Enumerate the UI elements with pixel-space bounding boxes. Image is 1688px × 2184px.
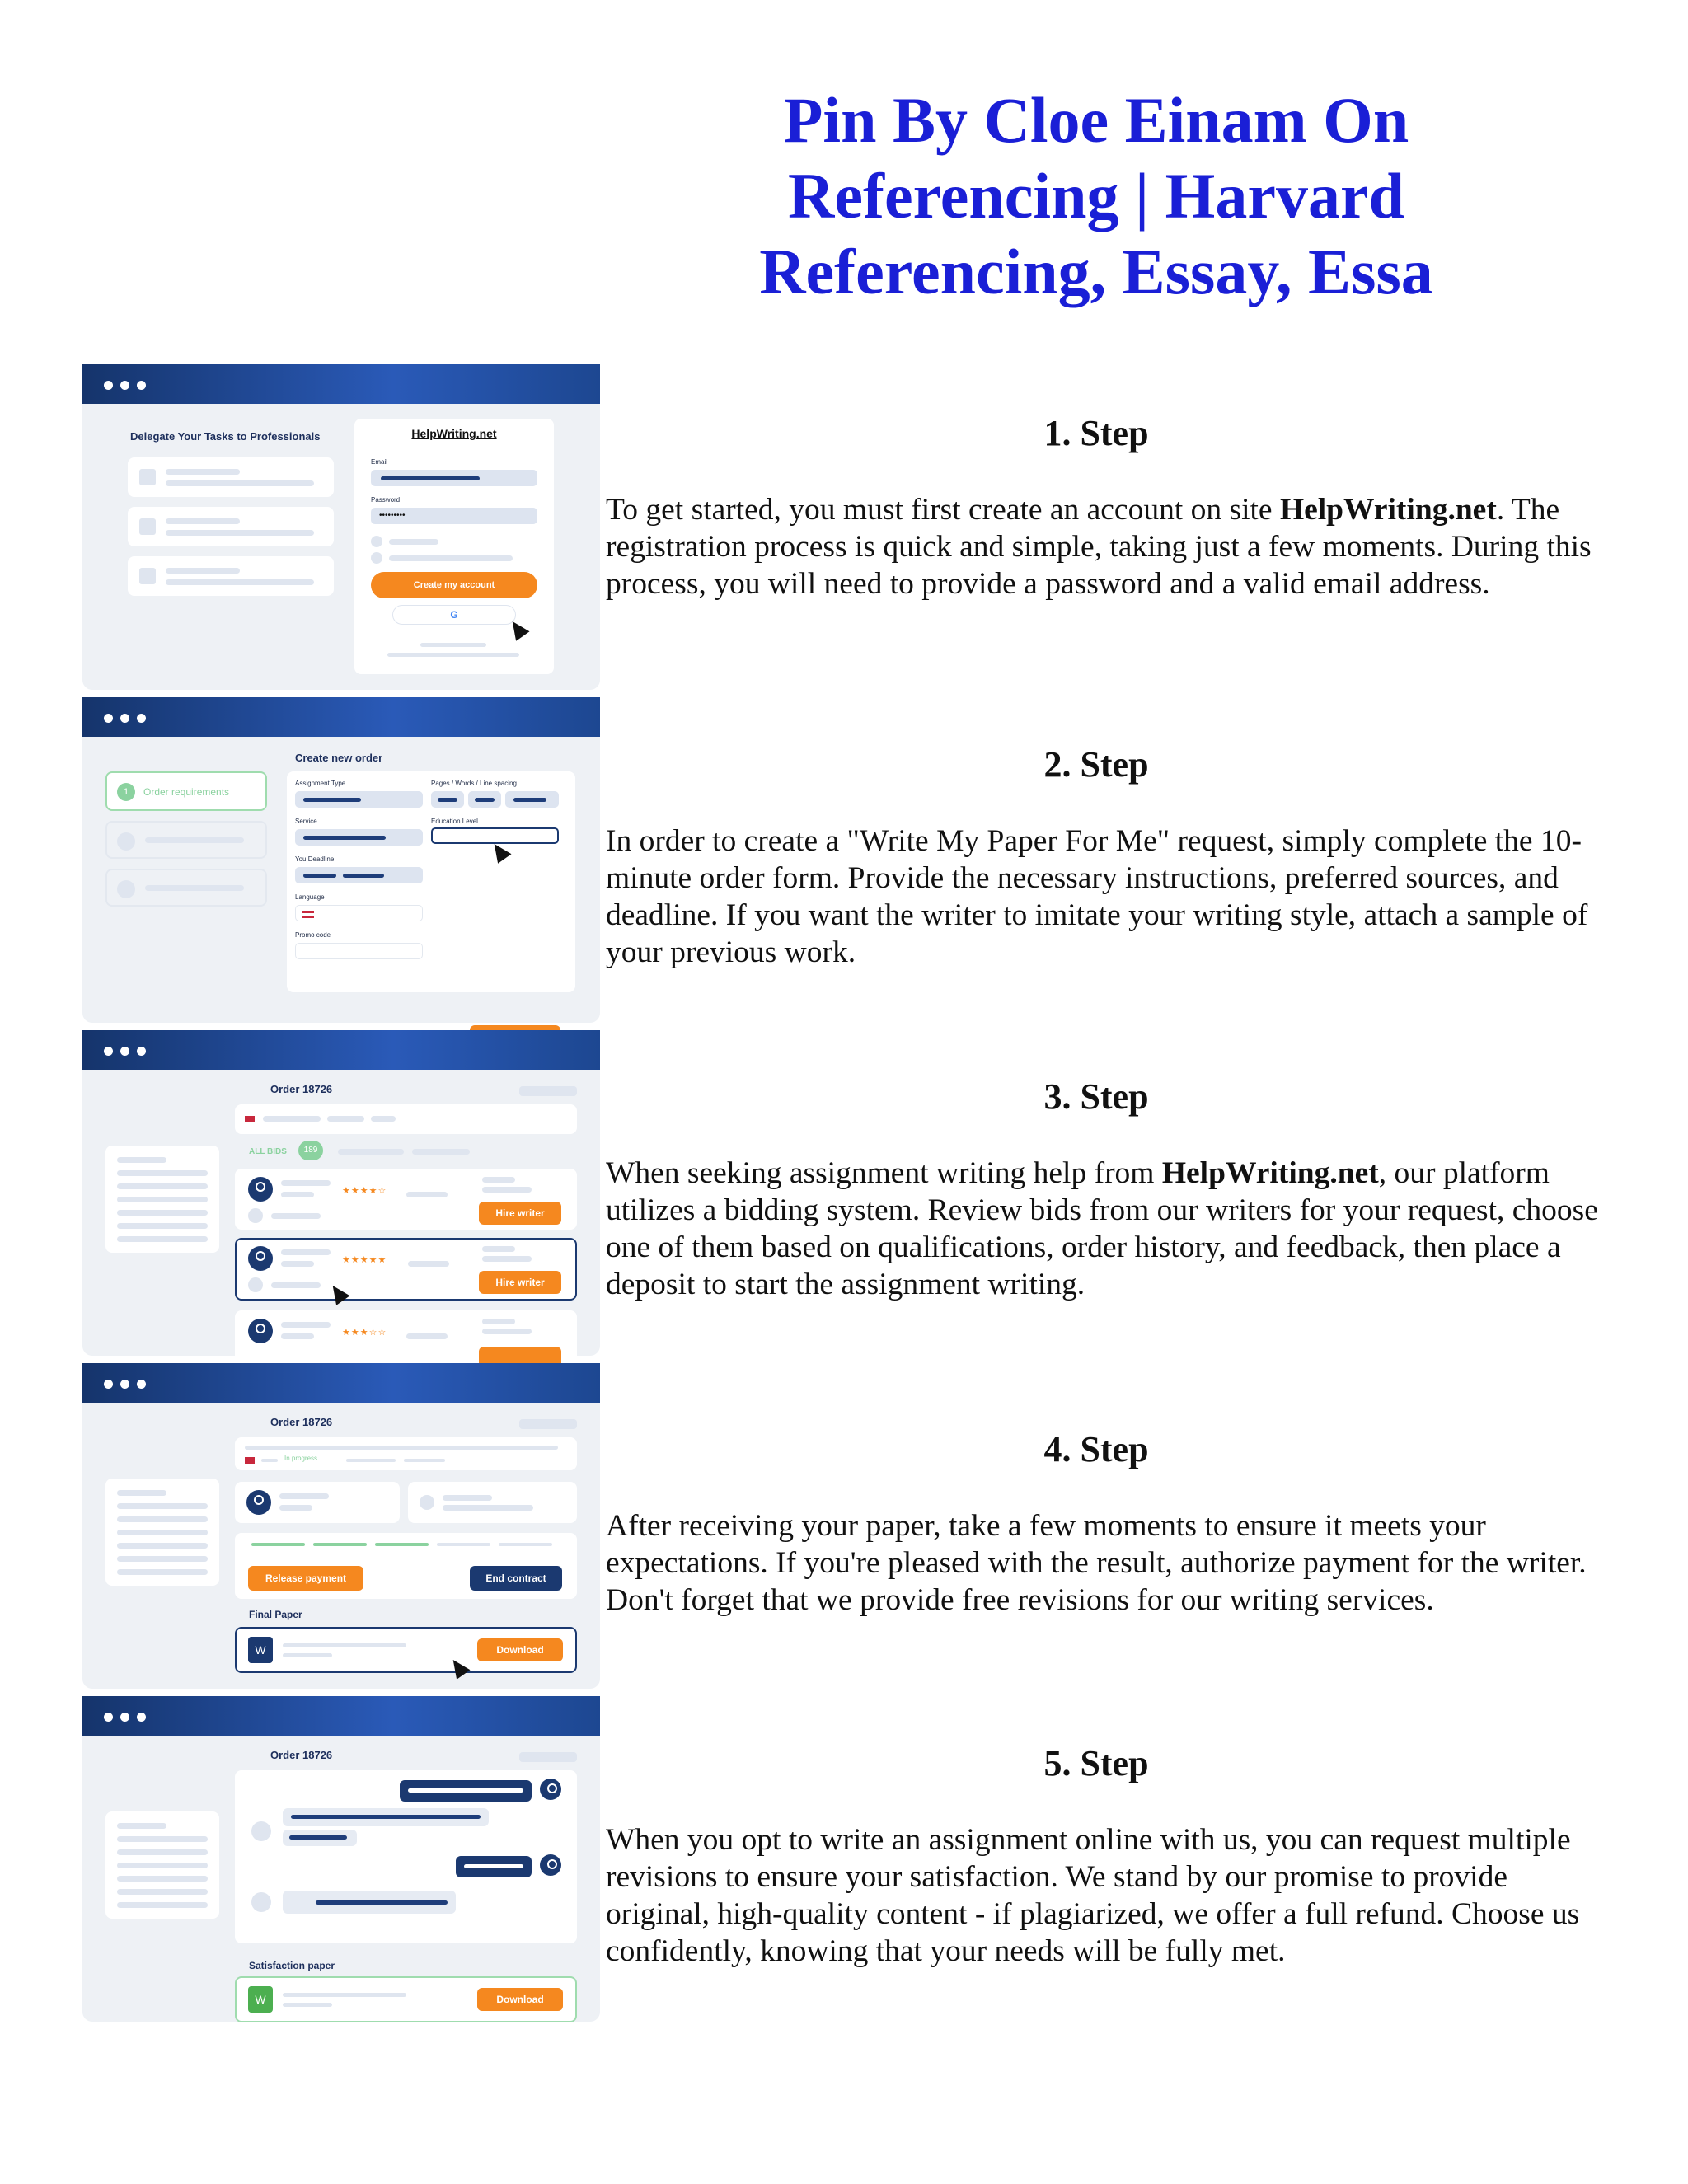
writer-avatar-icon [251,1892,271,1912]
password-label: Password [371,496,401,504]
sidebar-card [106,1479,219,1586]
mockup-registration [82,364,600,690]
satisfaction-label: Satisfaction paper [249,1960,335,1971]
bid-card[interactable] [235,1169,577,1230]
message-bubble-sent [400,1780,532,1802]
window-dots-icon [104,712,153,727]
stepper-item[interactable] [106,821,267,859]
mock-heading: Delegate Your Tasks to Professionals [130,430,321,443]
hire-writer-button[interactable]: Hire writer [479,1271,561,1294]
order-summary-card [235,1104,577,1134]
brand-logo: HelpWriting.net [411,427,497,440]
pages-input[interactable] [431,791,464,808]
payment-card [235,1533,577,1599]
satisfaction-paper-file[interactable] [235,1976,577,2022]
download-button[interactable]: Download [477,1988,563,2011]
step-1-heading: 1. Step [1043,413,1149,453]
task-card [128,457,334,497]
stepper-item[interactable] [106,869,267,907]
window-dots-icon [104,379,153,394]
document-file-icon: W [248,1986,273,2013]
status-badge: In progress [284,1455,318,1462]
stepper-item-active[interactable] [106,771,267,811]
assignment-type-select[interactable] [295,791,423,808]
message-bubble-received [283,1891,456,1914]
writer-avatar-icon [248,1246,273,1271]
signup-form [354,419,554,674]
us-flag-icon [302,911,314,918]
window-titlebar [82,364,600,404]
window-titlebar [82,1696,600,1736]
final-paper-label: Final Paper [249,1609,302,1620]
field-label: Education Level [431,818,478,825]
rating-stars-icon: ★★★☆☆ [342,1328,387,1338]
user-avatar-icon [540,1854,561,1876]
chat-card [235,1770,577,1943]
mockup-final-paper [82,1363,600,1689]
task-card [128,556,334,596]
final-paper-file[interactable] [235,1627,577,1673]
window-dots-icon [104,1378,153,1393]
step-3-heading: 3. Step [1043,1076,1149,1117]
order-number: Order 18726 [270,1749,333,1761]
promo-code-input[interactable] [295,943,423,959]
window-titlebar [82,697,600,737]
step-4-heading: 4. Step [1043,1429,1149,1469]
service-select[interactable] [295,829,423,846]
sidebar-card [106,1811,219,1919]
order-number: Order 18726 [270,1416,333,1428]
spacing-select[interactable] [505,791,559,808]
step-2-heading: 2. Step [1043,744,1149,785]
window-titlebar [82,1030,600,1070]
end-contract-button[interactable]: End contract [470,1566,562,1591]
sidebar-card [106,1146,219,1253]
uk-flag-icon [245,1116,255,1122]
field-label: You Deadline [295,855,335,863]
release-payment-button[interactable]: Release payment [248,1566,363,1591]
step-3-text: When seeking assignment writing help from HelpWriting.net, our platform utilizes a bidding system. Review bids from our writers for your request, choose one of them based on qualifications, order history, and feedback, then place a deposit to start the assignment writing. [606,1156,1598,1301]
window-titlebar [82,1363,600,1403]
step-2-text: In order to create a "Write My Paper For Me" request, simply complete the 10-minute order form. Provide the necessary instructions, preferred sources, and deadline. If you want the writer to imitate your writing style, attach a sample of your previous work. [606,824,1588,969]
all-bids-label: ALL BIDS [249,1147,287,1156]
hire-writer-button[interactable]: Hire writer [479,1202,561,1225]
writer-avatar-icon [248,1319,273,1343]
writer-avatar-icon [248,1177,273,1202]
checkbox[interactable] [371,536,382,547]
google-signin-button[interactable]: G [392,605,516,625]
message-bubble-sent [456,1856,532,1877]
message-bubble-received [283,1808,489,1826]
education-level-select[interactable] [431,827,559,844]
create-account-button[interactable]: Create my account [371,572,537,598]
words-input[interactable] [468,791,501,808]
bid-card-selected[interactable] [235,1238,577,1301]
checkbox[interactable] [371,552,382,564]
field-label: Promo code [295,931,331,939]
field-label: Service [295,818,317,825]
language-select[interactable] [295,905,423,921]
order-form-card [287,771,575,992]
mockup-order-form [82,697,600,1023]
field-label: Assignment Type [295,780,346,787]
email-label: Email [371,458,388,466]
order-number: Order 18726 [270,1083,333,1095]
rating-stars-icon: ★★★★☆ [342,1186,387,1196]
document-file-icon: W [248,1637,273,1663]
password-field[interactable]: ••••••••• [371,508,537,524]
writer-avatar-icon [251,1821,271,1841]
info-card [408,1482,577,1523]
page-title: Pin By Cloe Einam On Referencing | Harvard Referencing, Essay, Essa [759,84,1433,307]
rating-stars-icon: ★★★★★ [342,1255,387,1265]
form-heading: Create new order [295,752,383,764]
step-1-text: To get started, you must first create an account on site HelpWriting.net. The registration process is quick and simple, taking just a few moments. During this process, you will need to provide a password and a valid email address. [606,493,1592,601]
writer-avatar-icon [246,1490,271,1515]
user-avatar-icon [540,1779,561,1800]
bids-count-badge: 189 [298,1141,323,1160]
field-label: Language [295,893,325,901]
task-card [128,507,334,546]
field-label: Pages / Words / Line spacing [431,780,517,787]
window-dots-icon [104,1711,153,1726]
writer-card [235,1482,400,1523]
bid-card[interactable] [235,1310,577,1371]
step-5-text: When you opt to write an assignment online with us, you can request multiple revisions to ensure your satisfaction. We stand by our promise to provide original, high-quality content - if plagiarized, we offer a full refund. Choose us confidently, knowing that your needs will be fully met. [606,1823,1580,1968]
deadline-input[interactable] [295,867,423,883]
step-5-heading: 5. Step [1043,1743,1149,1783]
email-field[interactable] [371,470,537,486]
window-dots-icon [104,1045,153,1060]
mockup-satisfaction [82,1696,600,2022]
step-number-badge: 1 [117,783,135,801]
step-label: Order requirements [143,786,230,798]
order-summary-card [235,1437,577,1470]
mockup-bids [82,1030,600,1356]
step-4-text: After receiving your paper, take a few moments to ensure it meets your expectations. If you're pleased with the result, authorize payment for the writer. Don't forget that we provide free revisions for our writing services. [606,1509,1587,1617]
uk-flag-icon [245,1457,255,1464]
download-button[interactable]: Download [477,1638,563,1661]
